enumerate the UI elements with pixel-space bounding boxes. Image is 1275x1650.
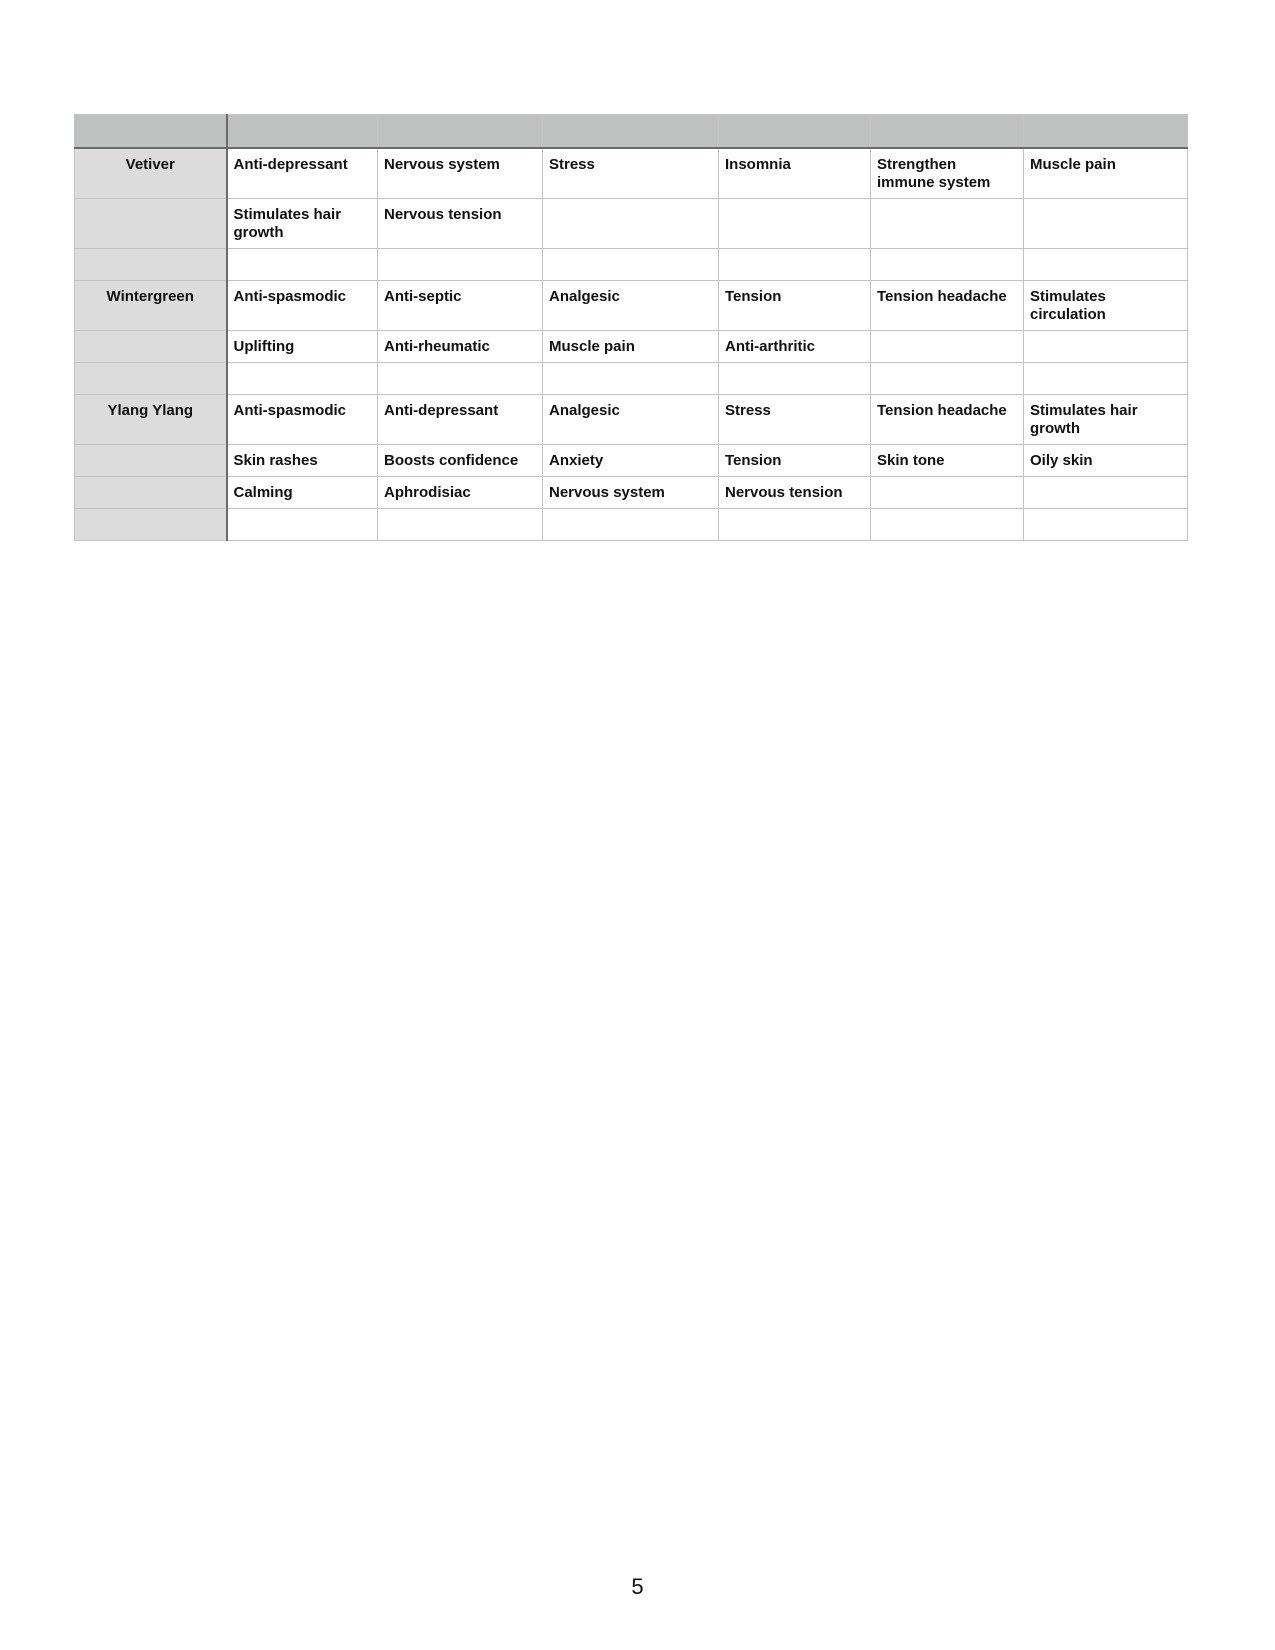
header-cell bbox=[719, 115, 871, 149]
table-cell: Strengthen immune system bbox=[871, 148, 1024, 199]
table-cell: Skin tone bbox=[871, 445, 1024, 477]
table-cell: Anti-rheumatic bbox=[378, 331, 543, 363]
table-cell: Anti-spasmodic bbox=[227, 395, 378, 445]
table-cell: Analgesic bbox=[543, 281, 719, 331]
table-row bbox=[75, 331, 1188, 363]
table-cell: Tension bbox=[719, 281, 871, 331]
table-cell bbox=[1024, 199, 1188, 249]
table-cell bbox=[543, 199, 719, 249]
table-cell bbox=[871, 249, 1024, 281]
oil-name-cell: Vetiver bbox=[75, 148, 227, 199]
table-cell bbox=[719, 509, 871, 541]
table-cell bbox=[871, 509, 1024, 541]
table-cell: Anti-depressant bbox=[227, 148, 378, 199]
table-row bbox=[75, 363, 1188, 395]
table-row bbox=[75, 249, 1188, 281]
header-cell bbox=[227, 115, 378, 149]
header-cell bbox=[1024, 115, 1188, 149]
table-cell: Insomnia bbox=[719, 148, 871, 199]
table-row bbox=[75, 199, 1188, 249]
table-cell bbox=[227, 249, 378, 281]
table-cell: Nervous system bbox=[378, 148, 543, 199]
table-row bbox=[75, 395, 1188, 445]
header-cell bbox=[378, 115, 543, 149]
table-cell: Calming bbox=[227, 477, 378, 509]
oil-name-cell bbox=[75, 249, 227, 281]
header-cell bbox=[871, 115, 1024, 149]
table-cell bbox=[543, 363, 719, 395]
oil-name-cell bbox=[75, 199, 227, 249]
table-cell bbox=[227, 509, 378, 541]
page-number: 5 bbox=[631, 1574, 644, 1599]
table-cell bbox=[227, 363, 378, 395]
table-cell: Boosts confidence bbox=[378, 445, 543, 477]
properties-table bbox=[74, 114, 1188, 541]
table-cell bbox=[378, 363, 543, 395]
table-cell: Nervous tension bbox=[378, 199, 543, 249]
table-cell: Stimulates circulation bbox=[1024, 281, 1188, 331]
table-cell: Skin rashes bbox=[227, 445, 378, 477]
table-cell: Anti-spasmodic bbox=[227, 281, 378, 331]
table-cell bbox=[871, 477, 1024, 509]
oil-name-cell bbox=[75, 509, 227, 541]
table-cell: Stress bbox=[543, 148, 719, 199]
table-cell: Anti-septic bbox=[378, 281, 543, 331]
header-cell bbox=[75, 115, 227, 149]
table-cell: Anti-depressant bbox=[378, 395, 543, 445]
table-cell: Tension headache bbox=[871, 281, 1024, 331]
table-cell: Anti-arthritic bbox=[719, 331, 871, 363]
table-row bbox=[75, 509, 1188, 541]
table-row bbox=[75, 477, 1188, 509]
table-cell bbox=[871, 199, 1024, 249]
table-cell bbox=[378, 249, 543, 281]
table-row bbox=[75, 281, 1188, 331]
oil-name-cell bbox=[75, 331, 227, 363]
table-cell: Tension headache bbox=[871, 395, 1024, 445]
table-cell: Stress bbox=[719, 395, 871, 445]
table-cell bbox=[1024, 249, 1188, 281]
table-cell bbox=[378, 509, 543, 541]
table-cell: Muscle pain bbox=[543, 331, 719, 363]
table-cell bbox=[1024, 509, 1188, 541]
header-cell bbox=[543, 115, 719, 149]
table-cell: Nervous tension bbox=[719, 477, 871, 509]
table-cell: Analgesic bbox=[543, 395, 719, 445]
oil-name-cell bbox=[75, 477, 227, 509]
table-cell bbox=[543, 249, 719, 281]
table-cell bbox=[1024, 363, 1188, 395]
table-cell: Anxiety bbox=[543, 445, 719, 477]
table-cell: Tension bbox=[719, 445, 871, 477]
table-row bbox=[75, 148, 1188, 199]
table-cell bbox=[719, 249, 871, 281]
table-cell bbox=[543, 509, 719, 541]
table-cell: Stimulates hair growth bbox=[1024, 395, 1188, 445]
table-cell bbox=[1024, 477, 1188, 509]
oil-name-cell: Wintergreen bbox=[75, 281, 227, 331]
oil-name-cell bbox=[75, 445, 227, 477]
table-header-row bbox=[75, 115, 1188, 149]
table-row bbox=[75, 445, 1188, 477]
table-cell bbox=[871, 331, 1024, 363]
table-cell bbox=[871, 363, 1024, 395]
table-cell bbox=[719, 363, 871, 395]
table-cell: Muscle pain bbox=[1024, 148, 1188, 199]
table-cell bbox=[1024, 331, 1188, 363]
oil-name-cell: Ylang Ylang bbox=[75, 395, 227, 445]
table-cell: Stimulates hair growth bbox=[227, 199, 378, 249]
table-cell: Oily skin bbox=[1024, 445, 1188, 477]
oil-name-cell bbox=[75, 363, 227, 395]
table-cell: Uplifting bbox=[227, 331, 378, 363]
table-cell: Nervous system bbox=[543, 477, 719, 509]
table-cell bbox=[719, 199, 871, 249]
table-cell: Aphrodisiac bbox=[378, 477, 543, 509]
